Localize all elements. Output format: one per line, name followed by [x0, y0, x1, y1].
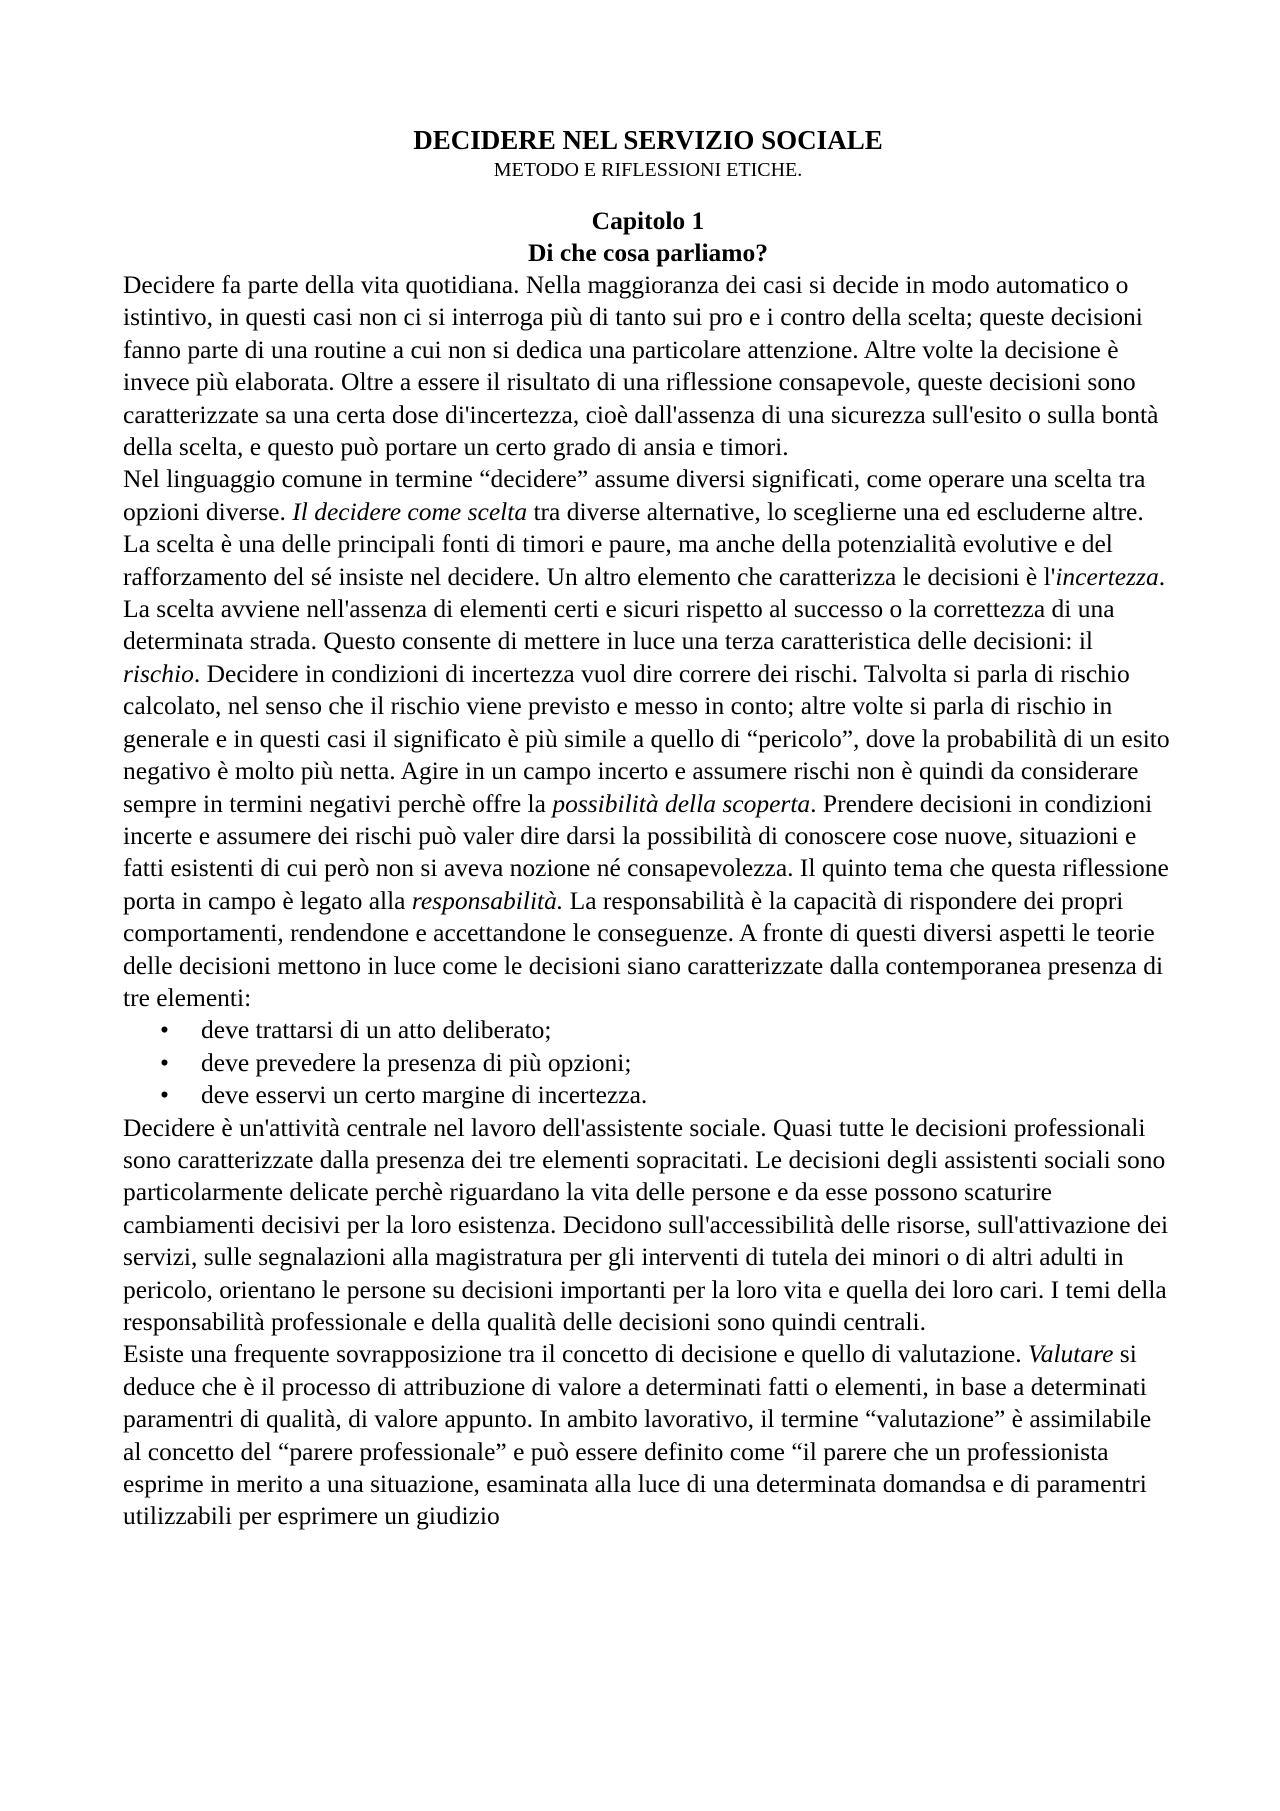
bullet-list: [123, 1014, 1173, 1111]
bullet-icon: •: [160, 1047, 169, 1077]
paragraph-3: Decidere è un'attività centrale nel lavoro dell'assistente sociale. Quasi tutte le decisioni professionali sono caratterizzate dalla presenza dei tre elementi sopracitati. Le decisioni degli assistenti sociali sono particolarmente delicate perchè riguardano la vita delle persone e da esse possono scaturire cambiamenti decisivi per la loro esistenza. Decidono sull'accessibilità delle risorse, sull'attivazione dei servizi, sulle segnalazioni alla magistratura per gli interventi di tutela dei minori o di altri adulti in pericolo, orientano le persone su decisioni importanti per la loro vita e quella dei loro cari. I temi della responsabilità professionale e della qualità delle decisioni sono quindi centrali.: [123, 1112, 1169, 1336]
italic-run: possibilità della scoperta: [552, 788, 811, 818]
italic-run: Valutare: [1027, 1339, 1114, 1369]
text-run: . Prendere decisioni in condizioni incerte e assumere dei rischi può valer dire darsi la possibilità di conoscere cose nuove, situazioni e fatti esistenti di cui però non si aveva nozione né consapevolezza. Il quinto tema che questa riflessione porta in campo è legato alla: [123, 788, 1169, 915]
bullet-icon: •: [160, 1015, 169, 1045]
list-item: [123, 1047, 1173, 1079]
text-run: La responsabilità è la capacità di rispondere dei propri comportamenti, rendendone e accettandone le conseguenze. A fronte di questi diversi aspetti le teorie delle decisioni mettono in luce come le decisioni siano caratterizzate dalla contemporanea presenza di tre elementi:: [123, 885, 1164, 1012]
list-item-text: deve esservi un certo margine di incertezza.: [201, 1080, 648, 1110]
text-run: Nel linguaggio comune in termine “decidere” assume diversi significati, come operare una scelta tra opzioni diverse.: [123, 464, 1146, 526]
chapter-title: Di che cosa parliamo?: [527, 238, 769, 267]
paragraph-1: Decidere fa parte della vita quotidiana. Nella maggioranza dei casi si decide in modo automatico o istintivo, in questi casi non ci si interroga più di tanto sui pro e i contro della scelta; queste decisioni fanno parte di una routine a cui non si dedica una particolare attenzione. Altre volte la decisione è invece più elaborata. Oltre a essere il risultato di una riflessione consapevole, queste decisioni sono caratterizzate sa una certa dose di'incertezza, cioè dall'assenza di una sicurezza sull'esito o sulla bontà della scelta, e questo può portare un certo grado di ansia e timori.: [123, 270, 1159, 462]
list-item: [123, 1079, 1173, 1111]
text-run: . La scelta avviene nell'assenza di elementi certi e sicuri rispetto al successo o la correttezza di una determinata strada. Questo consente di mettere in luce una terza caratteristica delle decisioni: il: [123, 561, 1166, 656]
text-run: Esiste una frequente sovrapposizione tra il concetto di decisione e quello di valutazione.: [123, 1339, 1028, 1369]
italic-run: rischio: [123, 658, 194, 688]
list-item-text: deve prevedere la presenza di più opzioni;: [201, 1047, 632, 1077]
italic-run: responsabilità.: [411, 885, 564, 915]
bullet-icon: •: [160, 1080, 169, 1110]
document-title: DECIDERE NEL SERVIZIO SOCIALE: [413, 125, 883, 155]
list-item-text: deve trattarsi di un atto deliberato;: [201, 1015, 552, 1045]
document-subtitle: METODO E RIFLESSIONI ETICHE.: [493, 159, 803, 181]
chapter-label: Capitolo 1: [591, 206, 705, 235]
text-run: si deduce che è il processo di attribuzione di valore a determinati fatti o elementi, in base a determinati paramentri di qualità, di valore appunto. In ambito lavorativo, il termine “valutazione” è assimilabile al concetto del “parere professionale” e può essere definito come “il parere che un professionista esprime in merito a una situazione, esaminata alla luce di una determinata domandsa e di paramentri utilizzabili per esprimere un giudizio: [123, 1339, 1152, 1531]
text-run: . Decidere in condizioni di incertezza vuol dire correre dei rischi. Talvolta si parla di rischio calcolato, nel senso che il rischio viene previsto e messo in conto; altre volte si parla di rischio in generale e in questi casi il significato è più simile a quello di “pericolo”, dove la probabilità di un esito negativo è molto più netta. Agire in un campo incerto e assumere rischi non è quindi da considerare sempre in termini negativi perchè offre la: [123, 658, 1170, 818]
italic-run: incertezza: [1055, 561, 1159, 591]
italic-run: Il decidere come scelta: [292, 496, 528, 526]
paragraph-4: [123, 1338, 1173, 1532]
list-item: [123, 1014, 1173, 1046]
document-page: [123, 124, 1173, 1533]
paragraph-2: [123, 463, 1173, 1014]
text-run: tra diverse alternative, lo sceglierne una ed escluderne altre. La scelta è una delle principali fonti di timori e paure, ma anche della potenzialità evolutive e del rafforzamento del sé insiste nel decidere. Un altro elemento che caratterizza le decisioni è l': [123, 496, 1144, 591]
